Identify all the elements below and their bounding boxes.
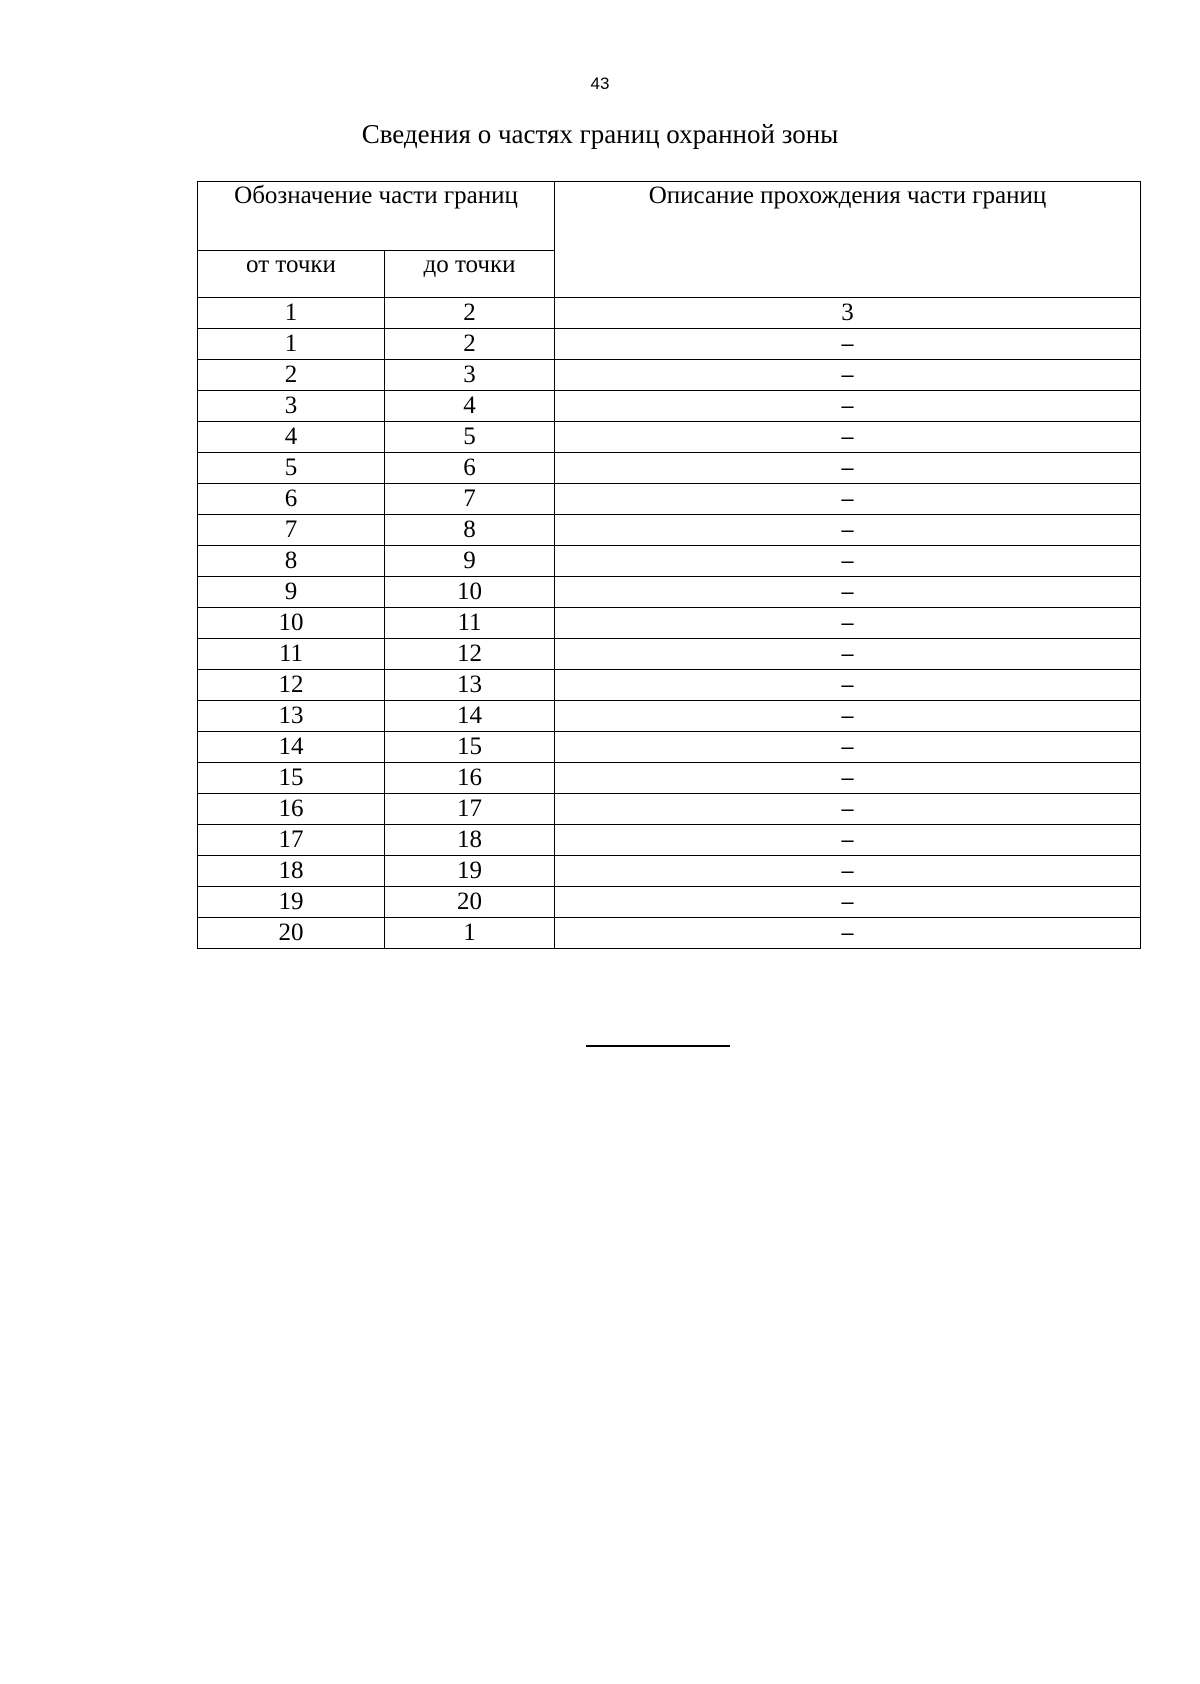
table-row: [198, 515, 1141, 546]
table-header-row: [198, 182, 1141, 251]
description-cell: –: [555, 484, 1141, 515]
description-cell: –: [555, 887, 1141, 918]
table-row: [198, 546, 1141, 577]
header-to-point: до точки: [385, 251, 555, 298]
from-point-cell: 1: [198, 329, 385, 360]
from-point-cell: 2: [198, 360, 385, 391]
table-row: [198, 453, 1141, 484]
to-point-cell: 12: [385, 639, 555, 670]
column-number: 3: [555, 298, 1141, 329]
from-point-cell: 14: [198, 732, 385, 763]
to-point-cell: 2: [385, 329, 555, 360]
table-row: [198, 391, 1141, 422]
description-cell: –: [555, 329, 1141, 360]
footer-rule: [586, 1045, 730, 1047]
column-number: 2: [385, 298, 555, 329]
to-point-cell: 4: [385, 391, 555, 422]
from-point-cell: 5: [198, 453, 385, 484]
to-point-cell: 5: [385, 422, 555, 453]
page-number: 43: [590, 74, 610, 93]
boundary-parts-table: [197, 181, 1141, 949]
header-boundary-part-designation: Обозначение части границ: [198, 182, 555, 251]
table-row: [198, 701, 1141, 732]
from-point-cell: 7: [198, 515, 385, 546]
from-point-cell: 8: [198, 546, 385, 577]
table-row: [198, 825, 1141, 856]
description-cell: –: [555, 732, 1141, 763]
description-cell: –: [555, 701, 1141, 732]
to-point-cell: 17: [385, 794, 555, 825]
to-point-cell: 8: [385, 515, 555, 546]
table-row: [198, 484, 1141, 515]
from-point-cell: 9: [198, 577, 385, 608]
table-row: [198, 856, 1141, 887]
header-from-point: от точки: [198, 251, 385, 298]
table-row: [198, 794, 1141, 825]
table-row: [198, 329, 1141, 360]
description-cell: –: [555, 608, 1141, 639]
from-point-cell: 12: [198, 670, 385, 701]
to-point-cell: 9: [385, 546, 555, 577]
description-cell: –: [555, 794, 1141, 825]
to-point-cell: 14: [385, 701, 555, 732]
header-boundary-description: Описание прохождения части границ: [555, 182, 1141, 298]
description-cell: –: [555, 763, 1141, 794]
description-cell: –: [555, 577, 1141, 608]
page-title: Сведения о частях границ охранной зоны: [361, 119, 839, 149]
from-point-cell: 18: [198, 856, 385, 887]
from-point-cell: 10: [198, 608, 385, 639]
to-point-cell: 18: [385, 825, 555, 856]
column-number: 1: [198, 298, 385, 329]
to-point-cell: 20: [385, 887, 555, 918]
table-row: [198, 763, 1141, 794]
from-point-cell: 3: [198, 391, 385, 422]
table-row: [198, 360, 1141, 391]
table-row: [198, 918, 1141, 949]
to-point-cell: 7: [385, 484, 555, 515]
from-point-cell: 13: [198, 701, 385, 732]
from-point-cell: 11: [198, 639, 385, 670]
from-point-cell: 17: [198, 825, 385, 856]
table-row: [198, 670, 1141, 701]
from-point-cell: 6: [198, 484, 385, 515]
from-point-cell: 15: [198, 763, 385, 794]
description-cell: –: [555, 856, 1141, 887]
from-point-cell: 4: [198, 422, 385, 453]
to-point-cell: 10: [385, 577, 555, 608]
description-cell: –: [555, 825, 1141, 856]
description-cell: –: [555, 515, 1141, 546]
to-point-cell: 13: [385, 670, 555, 701]
table-row: [198, 732, 1141, 763]
to-point-cell: 16: [385, 763, 555, 794]
description-cell: –: [555, 546, 1141, 577]
column-number-row: [198, 298, 1141, 329]
to-point-cell: 6: [385, 453, 555, 484]
table-row: [198, 887, 1141, 918]
table-row: [198, 577, 1141, 608]
from-point-cell: 19: [198, 887, 385, 918]
description-cell: –: [555, 422, 1141, 453]
description-cell: –: [555, 670, 1141, 701]
from-point-cell: 16: [198, 794, 385, 825]
description-cell: –: [555, 391, 1141, 422]
description-cell: –: [555, 639, 1141, 670]
description-cell: –: [555, 918, 1141, 949]
table-row: [198, 422, 1141, 453]
to-point-cell: 19: [385, 856, 555, 887]
table-row: [198, 639, 1141, 670]
to-point-cell: 1: [385, 918, 555, 949]
description-cell: –: [555, 453, 1141, 484]
to-point-cell: 3: [385, 360, 555, 391]
from-point-cell: 20: [198, 918, 385, 949]
table-row: [198, 608, 1141, 639]
description-cell: –: [555, 360, 1141, 391]
to-point-cell: 15: [385, 732, 555, 763]
to-point-cell: 11: [385, 608, 555, 639]
